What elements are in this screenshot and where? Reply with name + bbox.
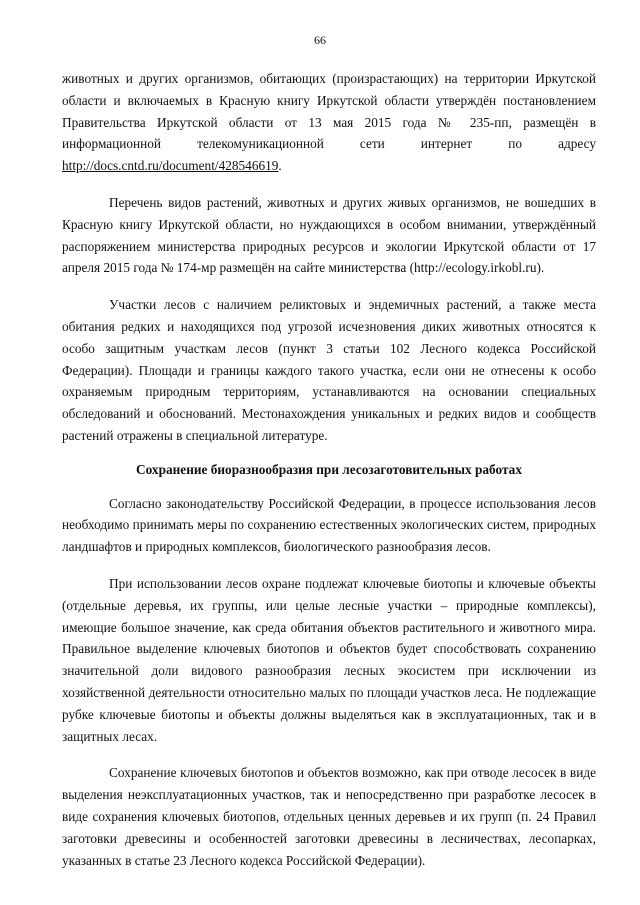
page-number: 66 (314, 33, 326, 47)
spacer (62, 481, 596, 493)
paragraph-text: животных и других организмов, обитающих (произрастающих) на территории Иркутской области и включаемых в Красную книгу Иркутской области утверждён постановлением Правительства Иркутской области от 13 мая 2015 года № 235-пп, размещён в информационной телекомуникационной сети интернет по адресу (62, 71, 596, 152)
section-heading: Сохранение биоразнообразия при лесозаготовительных работах (136, 461, 522, 477)
paragraph-registry-approval (62, 68, 596, 177)
spacer (62, 177, 596, 192)
paragraph-text-end: . (278, 158, 282, 174)
paragraph-key-biotopes: При использовании лесов охране подлежат ключевые биотопы и ключевые объекты (отдельные деревья, их группы, или целые лесные участки – природные комплексы), имеющие большое значение, как среда обитания объектов растительного и животного мира. Правильное выделение ключевых биотопов и объектов будет способствовать сохранению значительной доли видового разнообразия лесных экосистем при исключении из хозяйственной деятельности относительно малых по площади участков леса. Не подлежащие рубке ключевые биотопы и объекты должны выделяться как в эксплуатационных, так и в защитных лесах. (62, 575, 596, 744)
paragraph-protective-forest-areas: Участки лесов с наличием реликтовых и эндемичных растений, а также места обитания редких и находящихся под угрозой исчезновения диких животных относятся к особо защитным участкам лесов (пункт 3 статьи 102 Лесного кодекса Российской Федерации). Площади и границы каждого такого участка, если они не отнесены к особо охраняемым природным территориям, устанавливаются на основании специальных обследований и обоснований. Местонахождения уникальных и редких видов и сообществ растений отражены в специальной литературе. (62, 297, 596, 443)
docs-cntd-link[interactable]: http://docs.cntd.ru/document/428546619 (62, 158, 279, 174)
spacer (62, 447, 596, 459)
paragraph-special-attention-list: Перечень видов растений, животных и других живых организмов, не вошедших в Красную книгу Иркутской области, но нуждающихся в особом внимании, утверждённый распоряжением министерства природных ресурсов и экологии Иркутской области от 17 апреля 2015 года № 174-мр размещён на сайте министерства (http://ecology.irkobl.ru). (62, 194, 596, 276)
paragraph-biotope-preservation: Сохранение ключевых биотопов и объектов возможно, как при отводе лесосек в виде выделения неэксплуатационных участков, так и непосредственно при разработке лесосек в виде сохранения ключевых биотопов, отдельных ценных деревьев и их групп (п. 24 Правил заготовки древесины и особенностей заготовки древесины в лесничествах, лесопарках, указанных в статье 23 Лесного кодекса Российской Федерации). (62, 765, 596, 868)
spacer (62, 279, 596, 294)
document-body (62, 68, 596, 871)
spacer (62, 558, 596, 573)
spacer (62, 747, 596, 762)
paragraph-legislation: Согласно законодательству Российской Федерации, в процессе использования лесов необходимо принимать меры по сохранению естественных экологических систем, природных ландшафтов и природных комплексов, биологического разнообразия лесов. (62, 495, 596, 555)
